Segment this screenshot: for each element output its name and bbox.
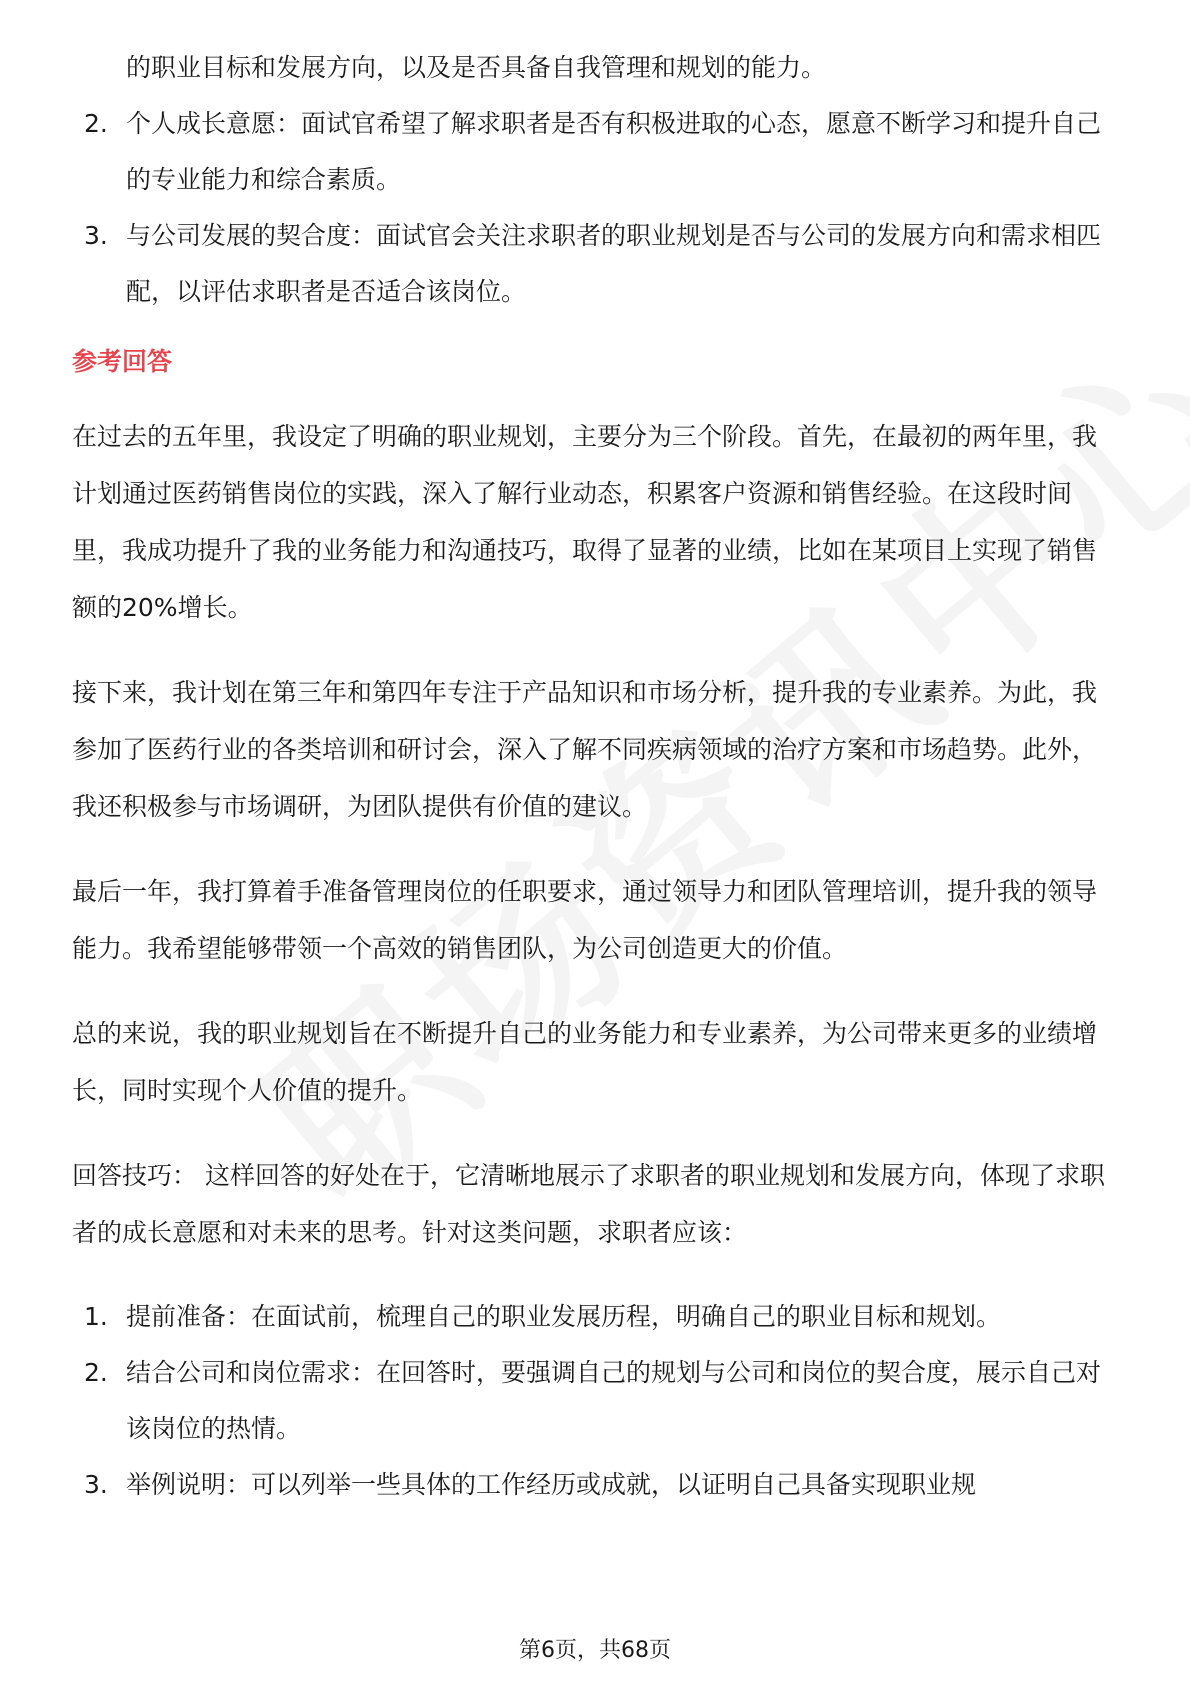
document-page [72,40,1117,1513]
page-footer: 第6页，共68页 [519,1638,671,1663]
list-item [72,1289,1117,1345]
list-number: 1. [84,1302,108,1331]
answer-tips-paragraph: 回答技巧： 这样回答的好处在于，它清晰地展示了求职者的职业规划和发展方向，体现了求职者的成长意愿和对未来的思考。针对这类问题，求职者应该： [72,1161,1105,1247]
list-text: 提前准备：在面试前，梳理自己的职业发展历程，明确自己的职业目标和规划。 [126,1302,1002,1331]
list-number: 2. [84,109,108,138]
list-text: 结合公司和岗位需求：在回答时，要强调自己的规划与公司和岗位的契合度，展示自己对该岗位的热情。 [126,1358,1102,1443]
answer-paragraph: 总的来说，我的职业规划旨在不断提升自己的业务能力和专业素养，为公司带来更多的业绩增长，同时实现个人价值的提升。 [72,1019,1098,1105]
list-number: 3. [84,221,108,250]
list-text: 个人成长意愿：面试官希望了解求职者是否有积极进取的心态，愿意不断学习和提升自己的专业能力和综合素质。 [126,109,1102,194]
answer-paragraph: 接下来，我计划在第三年和第四年专注于产品知识和市场分析，提升我的专业素养。为此，我参加了医药行业的各类培训和研讨会，深入了解不同疾病领域的治疗方案和市场趋势。此外，我还积极参与市场调研，为团队提供有价值的建议。 [72,678,1098,821]
list-item [72,1345,1117,1457]
list-number: 2. [84,1358,108,1387]
tips-list [72,1289,1117,1513]
answer-paragraph: 最后一年，我打算着手准备管理岗位的任职要求，通过领导力和团队管理培训，提升我的领导能力。我希望能够带领一个高效的销售团队，为公司创造更大的价值。 [72,877,1098,963]
list-item [72,96,1117,208]
section-heading: 参考回答 [72,347,173,376]
list-text: 与公司发展的契合度：面试官会关注求职者的职业规划是否与公司的发展方向和需求相匹配，以评估求职者是否适合该岗位。 [126,221,1102,306]
answer-paragraph: 在过去的五年里，我设定了明确的职业规划，主要分为三个阶段。首先，在最初的两年里，我计划通过医药销售岗位的实践，深入了解行业动态，积累客户资源和销售经验。在这段时间里，我成功提升了我的业务能力和沟通技巧，取得了显著的业绩，比如在某项目上实现了销售额的20%增长。 [72,422,1098,622]
list-number: 3. [84,1470,108,1499]
list-item [72,208,1117,320]
list-text: 举例说明：可以列举一些具体的工作经历或成就，以证明自己具备实现职业规 [126,1470,977,1499]
list-item [72,1457,1117,1513]
list-item-continuation: 的职业目标和发展方向，以及是否具备自我管理和规划的能力。 [126,53,827,82]
interviewer-focus-list [72,96,1117,320]
